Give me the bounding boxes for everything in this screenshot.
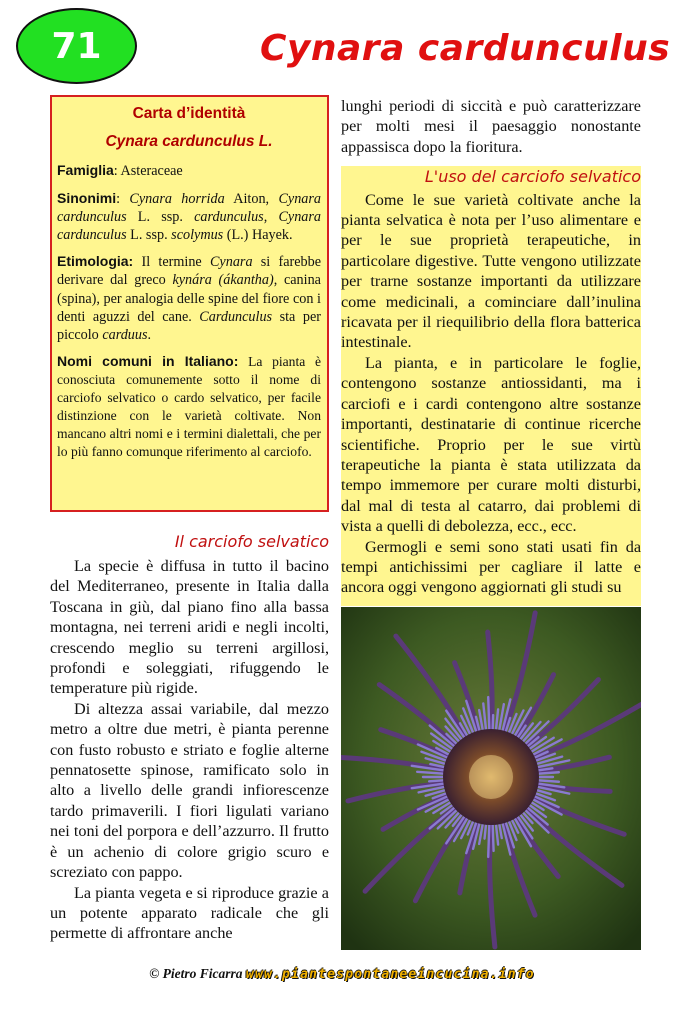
- sinonimi-label: Sinonimi: [57, 189, 117, 206]
- paragraph: Come le sue varietà coltivate anche la pianta selvatica è nota per l’uso alimentare e per le sue proprietà terapeutiche, in particolare digestive. Tutte vengono utilizzate per trarne sostanze importanti da utilizzare come medicinali, a cominciare dall’inulina ricavata per il riequilibrio della flora batterica intestinale.: [341, 190, 641, 352]
- nomi-comuni-entry: [57, 352, 321, 461]
- paragraph-continuation: lunghi periodi di siccità e può caratterizzare per molti mesi il paesaggio nonostante appassisca dopo la fioritura.: [341, 97, 641, 156]
- section-heading-uso-carciofo: L'uso del carciofo selvatico: [424, 167, 641, 187]
- etimologia-entry: Etimologia: Il termine Cynara si farebbe derivare dal greco kynára (ákantha), canina (spina), per analogia delle spine del fiore con i denti aguzzi del cane. Cardunculus sta per piccolo carduus.: [57, 253, 322, 344]
- cynara-flower-photo: [341, 607, 641, 950]
- identity-card: [50, 95, 329, 512]
- paragraph: Di altezza assai variabile, dal mezzo metro a oltre due metri, è pianta perenne con fusto robusto e striato e foglie alterne pennatosette spinose, ramificato solo in alto a livello delle grandi infiorescenze tardo primaverili. I fiori ligulati variano nei toni del porpora e dell’azzurro. Il frutto è un achenio di colore grigio scuro e screziato con pappo.: [50, 699, 329, 882]
- page-number-badge: [16, 8, 137, 84]
- sinonimi-entry: Sinonimi: Cynara horrida Aiton, Cynara cardunculus L. ssp. cardunculus, Cynara cardunculus L. ssp. scolymus (L.) Hayek.: [57, 189, 321, 244]
- right-column-text: [341, 96, 641, 598]
- famiglia-value: : Asteraceae: [113, 163, 183, 180]
- nomi-comuni-label: Nomi comuni in Italiano:: [57, 353, 239, 370]
- footer-site-link[interactable]: www.piantespontaneeincucina.info: [245, 967, 535, 982]
- footer-author: © Pietro Ficarra: [149, 966, 243, 981]
- paragraph: La pianta, e in particolare le foglie, contengono sostanze antiossidanti, ma i carciofi e i cardi contengono altre sostanze importanti, destinatarie di continue ricerche scientifiche. Proprio per le sue virtù terapeutiche la pianta è stata utilizzata da tempo immemore per curare molti disturbi, dal mal di testa al catarro, dai problemi di vista a quelli di debolezza, ecc., ecc.: [341, 353, 641, 536]
- page-number: 71: [51, 25, 102, 67]
- section-heading-carciofo-selvatico: Il carciofo selvatico: [174, 532, 329, 551]
- famiglia-label: Famiglia: [57, 162, 114, 179]
- famiglia-entry: [57, 161, 321, 180]
- page-title: Cynara cardunculus: [260, 28, 671, 69]
- paragraph: Germogli e semi sono stati usati fin da tempi antichissimi per cagliare il latte e ancora oggi vengono aggiornati gli studi su: [341, 537, 641, 597]
- nomi-comuni-text: La pianta è conosciuta comunemente sotto il nome di carciofo selvatico o cardo selvatico, per facile distinzione con le varietà coltivate. Non mancano altri nomi e i termini dialettali, che per lo più fanno comunque riferimento al carciofo.: [57, 354, 321, 460]
- left-column-text: [50, 556, 329, 944]
- etimologia-label: Etimologia:: [57, 253, 134, 270]
- flower-illustration: [341, 607, 641, 950]
- identity-card-species: Cynara cardunculus L.: [105, 133, 273, 151]
- identity-card-heading: Carta d’identità: [132, 105, 246, 122]
- paragraph: La specie è diffusa in tutto il bacino del Mediterraneo, presente in Italia dalla Toscana in giù, dal piano fino alla bassa montagna, nei terreni aridi e negli incolti, crescendo meglio su terreni argillosi, profondi e soleggiati, rifuggendo le temperature più rigide.: [50, 557, 329, 698]
- paragraph: La pianta vegeta e si riproduce grazie a un potente apparato radicale che gli permette di affrontare anche: [50, 883, 329, 943]
- footer: [0, 966, 684, 982]
